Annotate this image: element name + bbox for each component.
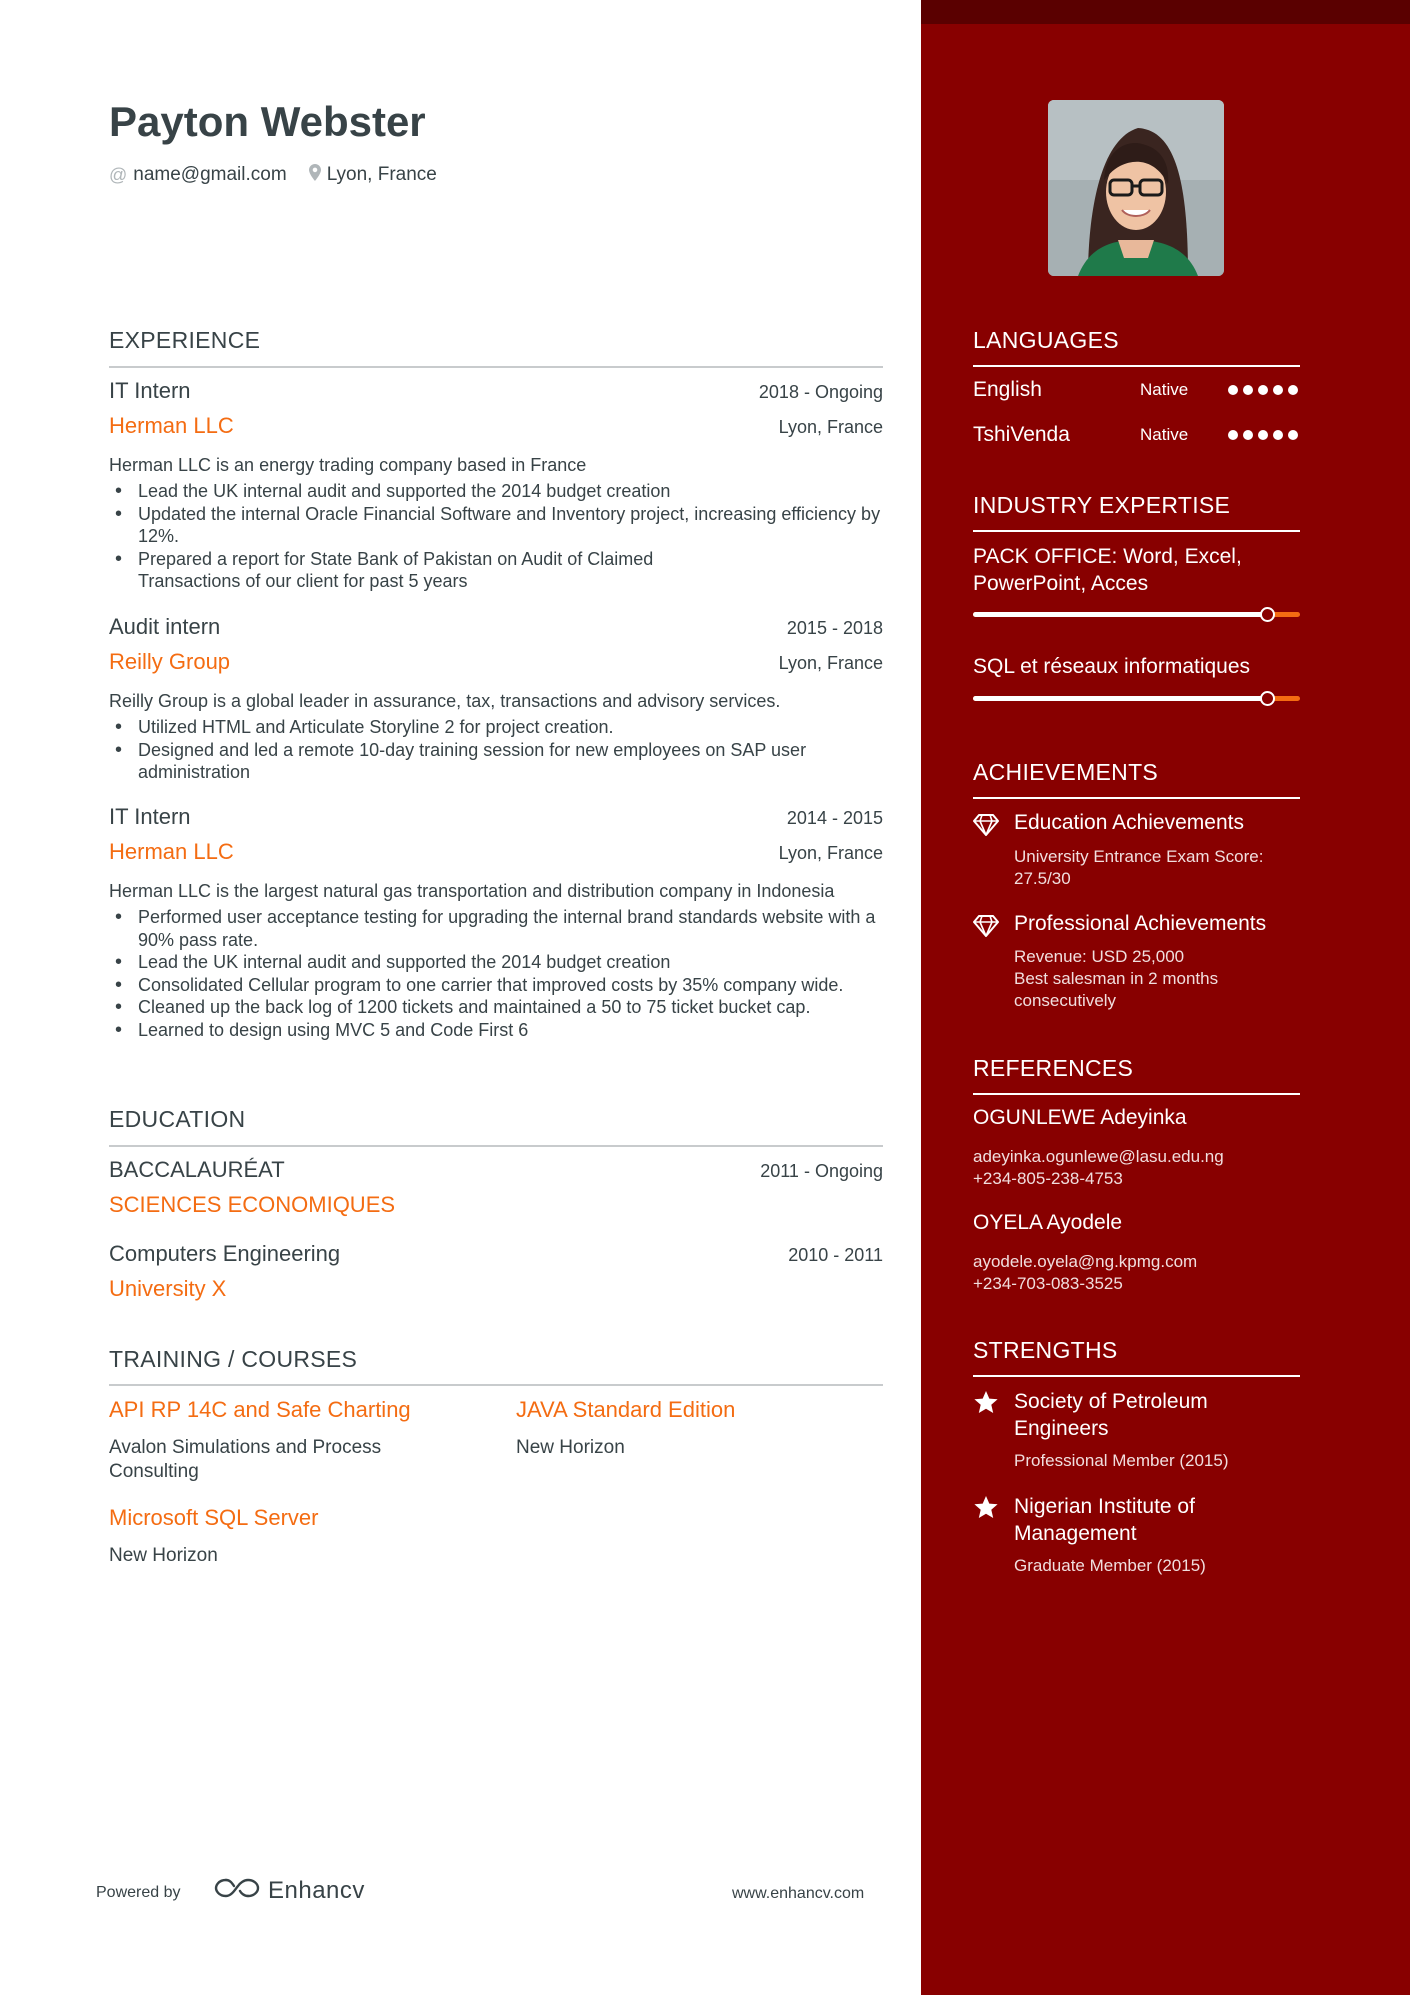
achievements-heading: ACHIEVEMENTS (973, 759, 1159, 785)
education-dates: 2011 - Ongoing (760, 1161, 883, 1181)
strength-description: Professional Member (2015) (1014, 1451, 1229, 1470)
references-divider (973, 1093, 1300, 1095)
skill-bar (973, 696, 1300, 701)
language-dots (1228, 385, 1298, 395)
strengths-divider (973, 1375, 1300, 1377)
skill-name: SQL et réseaux informatiques (973, 655, 1251, 678)
candidate-name: Payton Webster (109, 98, 426, 145)
experience-divider (109, 366, 883, 368)
powered-by-label: Powered by (96, 1884, 181, 1901)
references-heading: REFERENCES (973, 1055, 1134, 1081)
achievement-line: consecutively (1014, 991, 1117, 1010)
level-dot (1243, 385, 1253, 395)
infinity-logo-icon (214, 1876, 260, 1905)
achievement-description (1014, 846, 1314, 890)
languages-divider (973, 365, 1300, 367)
level-dot (1288, 385, 1298, 395)
education-heading: EDUCATION (109, 1106, 246, 1132)
achievement-title: Professional Achievements (1014, 912, 1267, 935)
reference-email[interactable]: ayodele.oyela@ng.kpmg.com (973, 1252, 1198, 1271)
diamond-icon (973, 914, 999, 943)
bullet-item: • Consolidated Cellular program to one carrier that improved costs by 35% company wide. (109, 974, 883, 997)
level-dot (1243, 430, 1253, 440)
job-role: IT Intern (109, 378, 191, 403)
training-heading: TRAINING / COURSES (109, 1346, 358, 1372)
footer-url-link[interactable]: www.enhancv.com (732, 1885, 865, 1902)
company-name: Herman LLC (109, 839, 234, 864)
strength-title (1014, 1493, 1314, 1547)
experience-entry-3-company-row (109, 839, 883, 865)
language-dots (1228, 430, 1298, 440)
strength-title-line: Society of Petroleum (1014, 1390, 1208, 1413)
languages-heading: LANGUAGES (973, 327, 1119, 353)
reference-phone[interactable]: +234-703-083-3525 (973, 1274, 1123, 1293)
star-icon (973, 1495, 999, 1525)
job-role: Audit intern (109, 614, 221, 639)
education-entry-2-header (109, 1241, 883, 1267)
strength-title (1014, 1388, 1314, 1442)
experience-entry-1-header (109, 378, 883, 404)
skill-bar (973, 612, 1300, 617)
language-row (973, 423, 1300, 447)
bullet-item: • Updated the internal Oracle Financial Software and Inventory project, increasing efficiency by 12%. (109, 503, 883, 548)
education-entry-2-school-row (109, 1276, 883, 1302)
strength-description: Graduate Member (2015) (1014, 1556, 1206, 1575)
job-location: Lyon, France (778, 417, 883, 437)
expertise-divider (973, 530, 1300, 532)
school-name: University X (109, 1276, 227, 1301)
level-dot (1273, 385, 1283, 395)
training-divider (109, 1384, 883, 1386)
degree-name: BACCALAURÉAT (109, 1157, 285, 1182)
language-name: English (973, 378, 1042, 401)
bullet-item: • Performed user acceptance testing for upgrading the internal brand standards website with a 90% pass rate. (109, 906, 883, 951)
reference-contact (973, 1146, 1224, 1190)
achievement-description (1014, 946, 1314, 1012)
location-text: Lyon, France (326, 164, 437, 185)
sidebar (921, 0, 1410, 1995)
education-entry-1-header (109, 1157, 883, 1183)
email-text: name@gmail.com (133, 164, 287, 185)
language-row (973, 378, 1300, 402)
experience-entry-1-company-row (109, 413, 883, 439)
location-item (309, 164, 437, 186)
job-role: IT Intern (109, 804, 191, 829)
skill-bar-fill (973, 612, 1267, 617)
reference-contact (973, 1251, 1197, 1295)
school-name: SCIENCES ECONOMIQUES (109, 1192, 396, 1217)
achievements-divider (973, 797, 1300, 799)
company-description: Herman LLC is an energy trading company based in France (109, 455, 587, 475)
education-divider (109, 1145, 883, 1147)
education-dates: 2010 - 2011 (788, 1245, 883, 1265)
company-name: Reilly Group (109, 649, 231, 674)
achievement-line: University Entrance Exam Score: (1014, 847, 1264, 866)
brand-name: Enhancv (268, 1876, 365, 1904)
course-title: JAVA Standard Edition (516, 1397, 736, 1422)
email-item (109, 164, 287, 186)
course-title: API RP 14C and Safe Charting (109, 1397, 411, 1422)
reference-name: OGUNLEWE Adeyinka (973, 1106, 1187, 1129)
bullet-item: • Prepared a report for State Bank of Pakistan on Audit of Claimed Transactions of our client for past 5 years (109, 548, 883, 593)
company-description: Reilly Group is a global leader in assurance, tax, transactions and advisory services. (109, 691, 781, 711)
star-icon (973, 1390, 999, 1420)
bullet-item: • Designed and led a remote 10-day training session for new employees on SAP user administration (109, 739, 883, 784)
strength-title-line: Engineers (1014, 1417, 1109, 1440)
enhancv-logo[interactable] (214, 1876, 365, 1905)
level-dot (1258, 430, 1268, 440)
experience-entry-2-company-row (109, 649, 883, 675)
sidebar-top-bar (921, 0, 1410, 24)
skill-bar-knob (1260, 607, 1275, 622)
course-org: Avalon Simulations and Process Consulting (109, 1437, 382, 1482)
bullet-item: • Utilized HTML and Articulate Storyline 2 for project creation. (109, 716, 883, 739)
achievement-title: Education Achievements (1014, 811, 1244, 834)
level-dot (1228, 385, 1238, 395)
achievement-line: 27.5/30 (1014, 869, 1071, 888)
skill-name: PACK OFFICE: Word, Excel, PowerPoint, Acces (973, 545, 1242, 595)
bullet-item: • Lead the UK internal audit and supported the 2014 budget creation (109, 951, 883, 974)
experience-entry-1-bullets (109, 480, 883, 593)
degree-name: Computers Engineering (109, 1241, 341, 1266)
company-description: Herman LLC is the largest natural gas transportation and distribution company in Indonesia (109, 881, 835, 901)
language-name: TshiVenda (973, 423, 1070, 446)
location-pin-icon (309, 164, 321, 186)
job-dates: 2018 - Ongoing (758, 382, 883, 402)
reference-phone[interactable]: +234-805-238-4753 (973, 1169, 1123, 1188)
level-dot (1288, 430, 1298, 440)
experience-entry-3-header (109, 804, 883, 830)
language-level: Native (1140, 380, 1189, 399)
diamond-icon (973, 813, 999, 842)
experience-entry-2-header (109, 614, 883, 640)
skill-bar-fill (973, 696, 1267, 701)
skill-bar-knob (1260, 691, 1275, 706)
job-location: Lyon, France (778, 653, 883, 673)
contact-line (109, 164, 459, 186)
reference-name: OYELA Ayodele (973, 1211, 1123, 1234)
course-title: Microsoft SQL Server (109, 1505, 319, 1530)
strength-title-line: Nigerian Institute of (1014, 1495, 1195, 1518)
course-org: New Horizon (516, 1437, 625, 1458)
experience-heading: EXPERIENCE (109, 327, 261, 353)
company-name: Herman LLC (109, 413, 234, 438)
at-icon: @ (109, 164, 128, 185)
bullet-item: • Learned to design using MVC 5 and Code First 6 (109, 1019, 883, 1042)
job-dates: 2015 - 2018 (786, 618, 883, 638)
bullet-item: • Lead the UK internal audit and supported the 2014 budget creation (109, 480, 883, 503)
bullet-item: • Cleaned up the back log of 1200 tickets and maintained a 50 to 75 ticket bucket cap. (109, 996, 883, 1019)
achievement-line: Revenue: USD 25,000 (1014, 947, 1185, 966)
level-dot (1273, 430, 1283, 440)
profile-photo (1048, 100, 1224, 276)
experience-entry-2-bullets (109, 716, 883, 784)
experience-entry-3-bullets (109, 906, 883, 1041)
course-org: New Horizon (109, 1545, 218, 1566)
job-dates: 2014 - 2015 (786, 808, 883, 828)
reference-email[interactable]: adeyinka.ogunlewe@lasu.edu.ng (973, 1147, 1224, 1166)
achievement-line: Best salesman in 2 months (1014, 969, 1219, 988)
level-dot (1228, 430, 1238, 440)
job-location: Lyon, France (778, 843, 883, 863)
strength-title-line: Management (1014, 1522, 1137, 1545)
strengths-heading: STRENGTHS (973, 1337, 1118, 1363)
level-dot (1258, 385, 1268, 395)
education-entry-1-school-row (109, 1192, 883, 1218)
expertise-heading: INDUSTRY EXPERTISE (973, 492, 1231, 518)
language-level: Native (1140, 425, 1189, 444)
